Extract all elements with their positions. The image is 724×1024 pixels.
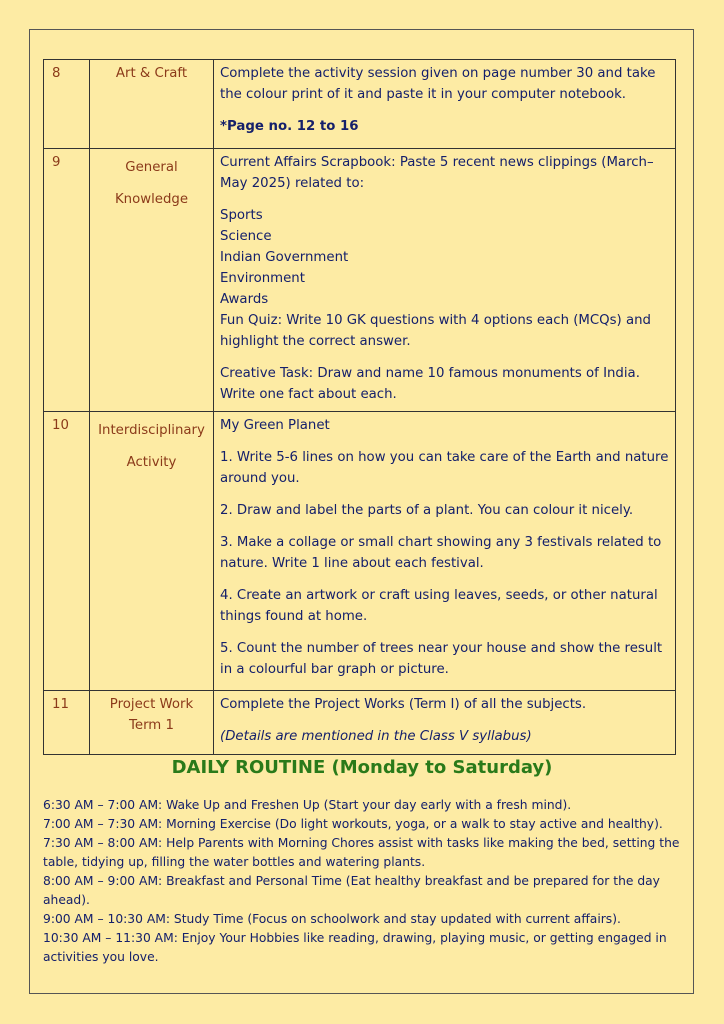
task-text: 1. Write 5-6 lines on how you can take care of the Earth and nature around you. <box>220 450 669 486</box>
task-text: Complete the Project Works (Term I) of all the subjects. <box>220 697 587 712</box>
routine-item: 9:00 AM – 10:30 AM: Study Time (Focus on schoolwork and stay updated with current affairs). <box>43 912 621 926</box>
task-text: 2. Draw and label the parts of a plant. You can colour it nicely. <box>220 503 634 518</box>
table-row <box>44 691 676 755</box>
subject-label: Interdisciplinary <box>98 423 205 438</box>
activity-title: My Green Planet <box>220 418 330 433</box>
description-cell <box>214 149 676 412</box>
task-text: Creative Task: Draw and name 10 famous monuments of India. Write one fact about each. <box>220 366 640 402</box>
routine-item: 8:00 AM – 9:00 AM: Breakfast and Personal Time (Eat healthy breakfast and be prepared for the day ahead). <box>43 874 660 907</box>
task-text: 4. Create an artwork or craft using leaves, seeds, or other natural things found at home. <box>220 588 658 624</box>
list-item: Indian Government <box>220 250 349 265</box>
list-item: Environment <box>220 271 305 286</box>
routine-title: DAILY ROUTINE (Monday to Saturday) <box>171 757 553 778</box>
topic-list <box>220 205 671 352</box>
routine-item: 6:30 AM – 7:00 AM: Wake Up and Freshen Up (Start your day early with a fresh mind). <box>43 798 572 812</box>
note-text: (Details are mentioned in the Class V syllabus) <box>220 729 532 744</box>
table-row <box>44 412 676 691</box>
row-number: 9 <box>44 149 90 412</box>
list-item: Awards <box>220 292 269 307</box>
routine-item: 7:00 AM – 7:30 AM: Morning Exercise (Do light workouts, yoga, or a walk to stay active and healthy). <box>43 817 663 831</box>
list-item: Sports <box>220 208 263 223</box>
description-cell <box>214 412 676 691</box>
list-item: Fun Quiz: Write 10 GK questions with 4 options each (MCQs) and highlight the correct answer. <box>220 313 651 349</box>
homework-table <box>43 59 676 755</box>
routine-list <box>43 796 683 967</box>
page-reference: *Page no. 12 to 16 <box>220 119 359 134</box>
subject-cell <box>90 60 214 149</box>
table-row <box>44 149 676 412</box>
description-cell <box>214 60 676 149</box>
row-number: 8 <box>44 60 90 149</box>
routine-item: 10:30 AM – 11:30 AM: Enjoy Your Hobbies like reading, drawing, playing music, or getting engaged in activities you love. <box>43 931 667 964</box>
subject-label: Art & Craft <box>115 66 188 81</box>
task-text: 5. Count the number of trees near your house and show the result in a colourful bar graph or picture. <box>220 641 663 677</box>
row-number: 10 <box>44 412 90 691</box>
table-row <box>44 60 676 149</box>
subject-label: Activity <box>126 455 177 470</box>
description-cell <box>214 691 676 755</box>
subject-cell <box>90 691 214 755</box>
task-text: Current Affairs Scrapbook: Paste 5 recent news clippings (March–May 2025) related to: <box>220 155 654 191</box>
subject-label: Knowledge <box>114 192 189 207</box>
routine-item: 7:30 AM – 8:00 AM: Help Parents with Morning Chores assist with tasks like making the bed, setting the table, tidying up, filling the water bottles and watering plants. <box>43 836 680 869</box>
subject-cell <box>90 412 214 691</box>
subject-cell <box>90 149 214 412</box>
subject-label: Project Work <box>109 697 194 712</box>
list-item: Science <box>220 229 272 244</box>
row-number: 11 <box>44 691 90 755</box>
subject-label: Term 1 <box>129 718 174 733</box>
subject-label: General <box>125 160 178 175</box>
task-text: Complete the activity session given on page number 30 and take the colour print of it and paste it in your computer notebook. <box>220 66 656 102</box>
task-text: 3. Make a collage or small chart showing any 3 festivals related to nature. Write 1 line about each festival. <box>220 535 662 571</box>
